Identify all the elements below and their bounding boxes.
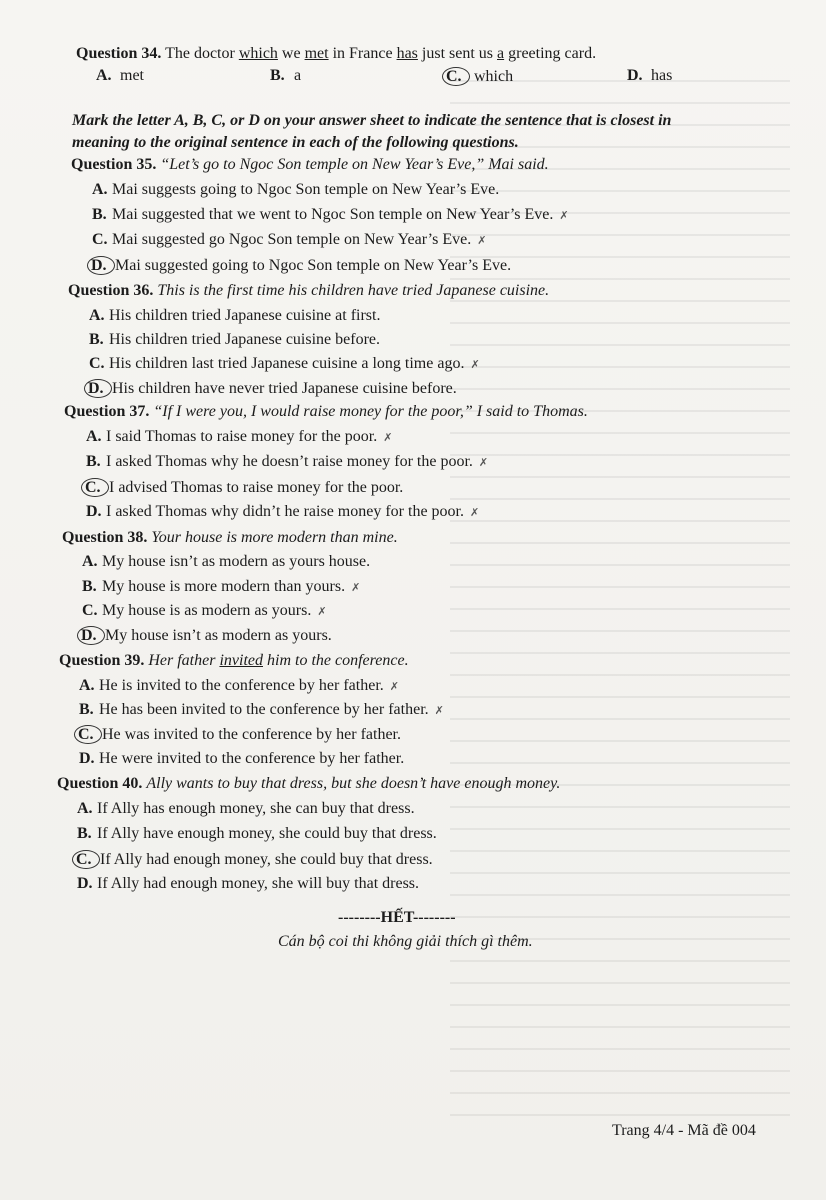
question-39: Question 39. Her father invited him to the conference. xyxy=(59,652,409,669)
q34-option-d: D. has xyxy=(627,67,673,84)
q39-option-b: B. He has been invited to the conference by her father. ✗ xyxy=(79,701,444,718)
cross-mark-icon: ✗ xyxy=(477,235,487,247)
q36-option-a: A. His children tried Japanese cuisine at first. xyxy=(89,307,381,324)
q40-option-b: B. If Ally have enough money, she could buy that dress. xyxy=(77,825,437,842)
q34-option-c: C. which xyxy=(447,67,513,86)
q40-option-c: C. If Ally had enough money, she could buy that dress. xyxy=(77,850,433,869)
q39-option-d: D. He were invited to the conference by her father. xyxy=(79,750,405,767)
question-35: Question 35. “Let’s go to Ngoc Son temple on New Year’s Eve,” Mai said. xyxy=(71,156,549,173)
q38-option-d: D. My house isn’t as modern as yours. xyxy=(82,626,332,645)
instruction-line-1: Mark the letter A, B, C, or D on your answer sheet to indicate the sentence that is closest in xyxy=(72,112,672,129)
cross-mark-icon: ✗ xyxy=(470,359,480,371)
question-36: Question 36. This is the first time his children have tried Japanese cuisine. xyxy=(68,282,550,299)
q36-option-d: D. His children have never tried Japanese cuisine before. xyxy=(89,379,457,398)
q38-option-a: A. My house isn’t as modern as yours house. xyxy=(82,553,371,570)
q38-option-c: C. My house is as modern as yours. ✗ xyxy=(82,602,327,619)
q39-option-a: A. He is invited to the conference by her father. ✗ xyxy=(79,677,399,694)
cross-mark-icon: ✗ xyxy=(478,457,489,469)
q38-option-b: B. My house is more modern than yours. ✗ xyxy=(82,578,361,595)
cross-mark-icon: ✗ xyxy=(317,606,327,618)
q40-option-d: D. If Ally had enough money, she will buy that dress. xyxy=(77,875,420,892)
q37-option-d: D. I asked Thomas why didn’t he raise money for the poor. ✗ xyxy=(86,503,480,520)
question-40: Question 40. Ally wants to buy that dress, but she doesn’t have enough money. xyxy=(57,775,561,792)
bleed-through-shadow xyxy=(450,80,790,1130)
question-38: Question 38. Your house is more modern than mine. xyxy=(62,529,398,546)
q34-option-b: B. a xyxy=(270,67,302,84)
q35-option-b: B. Mai suggested that we went to Ngoc Son temple on New Year’s Eve. ✗ xyxy=(92,206,569,223)
q37-option-c: C. I advised Thomas to raise money for the poor. xyxy=(86,478,403,497)
cross-mark-icon: ✗ xyxy=(559,210,569,222)
cross-mark-icon: ✗ xyxy=(470,507,480,519)
q35-option-d: D. Mai suggested going to Ngoc Son temple on New Year’s Eve. xyxy=(92,256,511,275)
end-marker: --------HẾT-------- xyxy=(338,909,456,926)
q36-option-b: B. His children tried Japanese cuisine before. xyxy=(89,331,381,348)
page-number: Trang 4/4 - Mã đề 004 xyxy=(612,1122,756,1139)
q37-option-a: A. I said Thomas to raise money for the poor. ✗ xyxy=(86,428,393,445)
q34-option-a: A. met xyxy=(96,67,144,84)
q35-option-a: A. Mai suggests going to Ngoc Son temple on New Year’s Eve. xyxy=(92,181,500,198)
question-37: Question 37. “If I were you, I would raise money for the poor,” I said to Thomas. xyxy=(64,403,588,420)
instruction-line-2: meaning to the original sentence in each of the following questions. xyxy=(72,134,519,151)
question-34: Question 34. The doctor which we met in France has just sent us a greeting card. xyxy=(76,45,597,62)
proctor-note: Cán bộ coi thi không giải thích gì thêm. xyxy=(278,933,533,950)
q39-option-c: C. He was invited to the conference by her father. xyxy=(79,725,401,744)
cross-mark-icon: ✗ xyxy=(351,582,361,594)
cross-mark-icon: ✗ xyxy=(434,705,444,717)
cross-mark-icon: ✗ xyxy=(389,681,399,693)
q35-option-c: C. Mai suggested go Ngoc Son temple on New Year’s Eve. ✗ xyxy=(92,231,487,248)
q40-option-a: A. If Ally has enough money, she can buy that dress. xyxy=(77,800,415,817)
q37-option-b: B. I asked Thomas why he doesn’t raise money for the poor. ✗ xyxy=(86,453,489,470)
cross-mark-icon: ✗ xyxy=(383,432,393,444)
q36-option-c: C. His children last tried Japanese cuisine a long time ago. ✗ xyxy=(89,355,480,372)
